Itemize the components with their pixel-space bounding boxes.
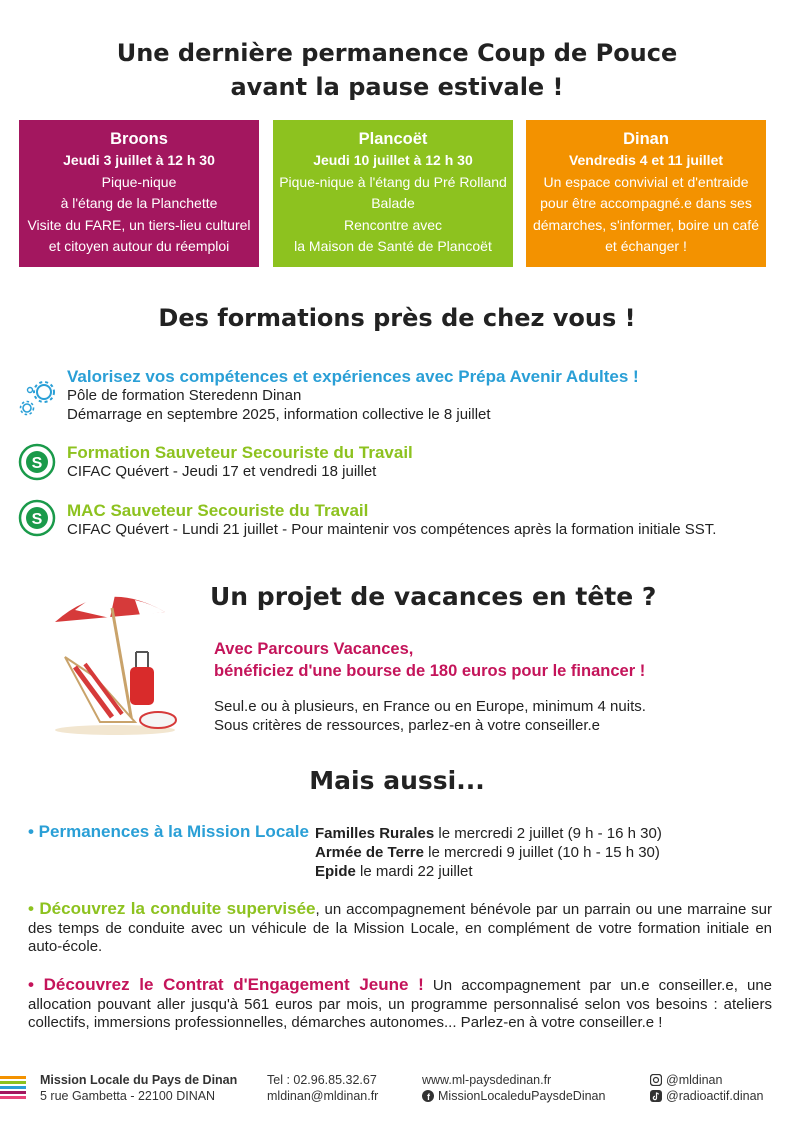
box-date: Jeudi 10 juillet à 12 h 30 <box>313 152 473 168</box>
svg-text:f: f <box>427 1092 430 1102</box>
box-line: Visite du FARE, un tiers-lieu culturel <box>27 216 251 233</box>
box-line: Balade <box>371 195 415 211</box>
formation-title: Formation Sauveteur Secouriste du Travail <box>67 443 413 462</box>
box-line: Pique-nique à l'étang du Pré Rolland <box>279 173 507 190</box>
instagram-icon <box>650 1074 662 1086</box>
tiktok-icon <box>650 1090 662 1102</box>
box-dinan <box>526 120 766 267</box>
box-line: la Maison de Santé de Plancoët <box>294 238 492 254</box>
formation-line: Démarrage en septembre 2025, information collective le 8 juillet <box>67 405 491 423</box>
sst-icon <box>18 443 56 481</box>
box-line: démarches, s'informer, boire un café <box>532 216 759 233</box>
permanence-name: Armée de Terre <box>315 844 424 861</box>
permanences-list <box>315 824 662 881</box>
permanence-detail: le mardi 22 juillet <box>355 863 473 880</box>
vacances-lead-line: bénéficiez d'une bourse de 180 euros pour le financer ! <box>214 662 646 680</box>
permanence-item <box>315 862 662 881</box>
formation-title: Valorisez vos compétences et expériences avec Prépa Avenir Adultes ! <box>67 367 639 386</box>
svg-text:S: S <box>31 511 43 528</box>
cej-text: Un accompagnement par un.e conseiller.e, une allocation pouvant aller jusqu'à 561 euros par mois, un programme personnalisé selon vos besoins : ateliers collectifs, immersions professionnelles, démarches autonomes... Parlez-en à votre conseiller.e ! <box>28 977 772 1031</box>
footer-social <box>650 1072 763 1104</box>
formation-title: MAC Sauveteur Secouriste du Travail <box>67 501 369 520</box>
conduite-lead: • Découvrez la conduite supervisée <box>28 899 316 918</box>
footer-contact <box>267 1072 378 1104</box>
vacances-lead <box>214 638 645 682</box>
footer-tiktok[interactable] <box>650 1088 763 1104</box>
formation-prepa-avenir <box>67 366 639 424</box>
box-city: Plancoët <box>358 130 428 148</box>
cej-lead: • Découvrez le Contrat d'Engagement Jeune ! <box>28 975 424 994</box>
permanence-detail: le mercredi 2 juillet (9 h - 16 h 30) <box>434 825 662 842</box>
footer-web <box>422 1072 605 1104</box>
formations-title: Des formations près de chez vous ! <box>158 304 636 332</box>
footer-website-link[interactable]: www.ml-paysdedinan.fr <box>422 1073 552 1087</box>
formation-sst <box>67 442 413 482</box>
footer-facebook[interactable] <box>422 1088 605 1104</box>
facebook-icon <box>422 1090 434 1102</box>
formation-line: Pôle de formation Steredenn Dinan <box>67 387 302 404</box>
svg-text:S: S <box>31 455 43 472</box>
box-line: Pique-nique <box>101 173 177 190</box>
box-line: à l'étang de la Planchette <box>60 195 218 211</box>
mais-aussi-title: Mais aussi... <box>309 766 485 795</box>
box-city: Broons <box>110 130 168 148</box>
box-line: Un espace convivial et d'entraide <box>543 173 749 190</box>
box-line: et échanger ! <box>605 238 687 254</box>
vacances-text <box>214 697 646 735</box>
title-line-2: avant la pause estivale ! <box>230 73 564 101</box>
box-date: Vendredis 4 et 11 juillet <box>568 152 724 168</box>
footer-instagram-label: @mldinan <box>666 1073 723 1087</box>
permanence-item <box>315 843 662 862</box>
title-line-1: Une dernière permanence Coup de Pouce <box>116 39 678 67</box>
box-line: et citoyen autour du réemploi <box>48 238 230 254</box>
footer-tel: Tel : 02.96.85.32.67 <box>267 1073 377 1087</box>
box-date: Jeudi 3 juillet à 12 h 30 <box>63 152 215 168</box>
conduite-paragraph <box>28 900 772 957</box>
conduite-text: , un accompagnement bénévole par un parrain ou une marraine sur des temps de conduite avec un véhicule de la Mission Locale, en complément de votre formation initiale en auto-école. <box>28 901 772 955</box>
formation-line: CIFAC Quévert - Lundi 21 juillet - Pour maintenir vos compétences après la formation initiale SST. <box>67 521 717 538</box>
permanence-name: Epide <box>315 863 356 880</box>
footer-email[interactable]: mldinan@mldinan.fr <box>267 1089 379 1103</box>
vacances-text-line: Seul.e ou à plusieurs, en France ou en Europe, minimum 4 nuits. <box>214 698 646 715</box>
box-broons <box>19 120 259 267</box>
vacances-title: Un projet de vacances en tête ? <box>210 582 657 611</box>
logo-stripes <box>0 1076 26 1101</box>
permanence-boxes <box>19 120 767 267</box>
footer-instagram[interactable] <box>650 1072 763 1088</box>
page-title <box>0 36 794 104</box>
vacances-text-line: Sous critères de ressources, parlez-en à votre conseiller.e <box>214 717 601 734</box>
permanence-name: Familles Rurales <box>315 825 435 842</box>
sst-icon <box>18 499 56 537</box>
footer-org <box>40 1072 237 1104</box>
cej-paragraph <box>28 976 772 1033</box>
box-line: pour être accompagné.e dans ses <box>540 195 752 211</box>
formation-line: CIFAC Quévert - Jeudi 17 et vendredi 18 juillet <box>67 463 377 480</box>
permanences-label: • Permanences à la Mission Locale <box>28 822 309 841</box>
footer-org-name: Mission Locale du Pays de Dinan <box>40 1073 238 1087</box>
footer-facebook-label: MissionLocaleduPaysdeDinan <box>438 1089 606 1103</box>
footer-address: 5 rue Gambetta - 22100 DINAN <box>40 1089 216 1103</box>
gears-icon <box>18 378 58 418</box>
beach-illustration <box>40 582 190 737</box>
box-plancoet <box>273 120 513 267</box>
permanence-item <box>315 824 662 843</box>
box-city: Dinan <box>623 130 669 148</box>
vacances-lead-line: Avec Parcours Vacances, <box>214 640 414 658</box>
formation-mac-sst <box>67 500 716 540</box>
permanence-detail: le mercredi 9 juillet (10 h - 15 h 30) <box>423 844 660 861</box>
box-line: Rencontre avec <box>343 216 443 233</box>
footer-tiktok-label: @radioactif.dinan <box>666 1089 764 1103</box>
